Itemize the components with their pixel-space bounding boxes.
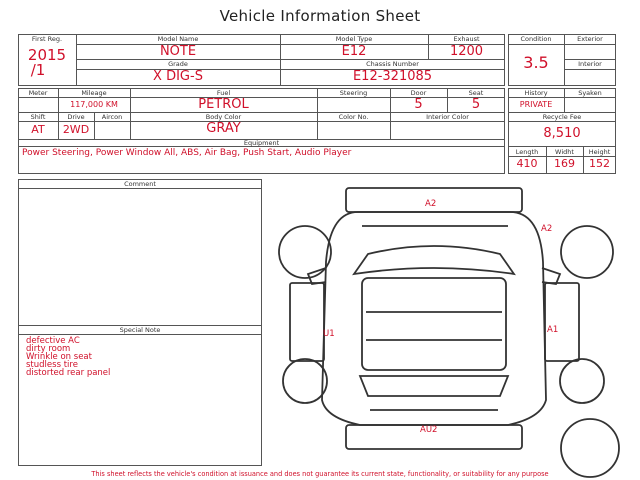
interior-label: Interior xyxy=(578,60,602,68)
wheel-front-left xyxy=(279,226,331,278)
disclaimer-footer: This sheet reflects the vehicle's condition at issuance and does not guarantee its current state, functionality, or suitability for any purpose xyxy=(91,470,549,478)
model-name-label: Model Name xyxy=(157,35,199,43)
chassis-label: Chassis Number xyxy=(366,60,419,68)
spare-tire xyxy=(561,419,619,477)
exhaust-value: 1200 xyxy=(449,44,484,59)
equipment-label: Equipment xyxy=(243,139,280,147)
drive-value: 2WD xyxy=(62,123,90,136)
height-label: Height xyxy=(588,148,611,156)
right-door-panel xyxy=(545,283,579,361)
special-note-item: studless tire xyxy=(26,360,78,370)
height-value: 152 xyxy=(589,157,610,170)
left-door-panel xyxy=(290,283,324,361)
special-note-item: defective AC xyxy=(26,336,80,346)
body-color-label: Body Color xyxy=(205,113,242,121)
shift-label: Shift xyxy=(30,113,46,121)
wheel-rear-right xyxy=(560,359,604,403)
recycle-fee-label: Recycle Fee xyxy=(542,113,582,121)
damage-mark-front: A2 xyxy=(425,199,437,209)
mileage-value: 117,000 KM xyxy=(70,100,118,109)
model-type-label: Model Type xyxy=(335,35,373,43)
special-note-item: Wrinkle on seat xyxy=(26,352,92,362)
first-reg-month: /1 xyxy=(30,61,46,79)
recycle-fee-value: 8,510 xyxy=(543,126,581,141)
history-label: History xyxy=(524,89,548,97)
history-value: PRIVATE xyxy=(519,100,553,109)
damage-mark-left-side: U1 xyxy=(323,329,335,339)
windshield xyxy=(354,246,514,274)
grade-value: X DIG-S xyxy=(153,69,203,84)
shift-value: AT xyxy=(31,123,45,136)
wheel-front-right xyxy=(561,226,613,278)
seat-label: Seat xyxy=(468,89,484,97)
rear-window xyxy=(360,376,508,396)
width-label: Widht xyxy=(555,148,574,156)
seat-value: 5 xyxy=(471,97,481,112)
first-reg-label: First Reg. xyxy=(31,35,63,43)
damage-mark-front-right: A2 xyxy=(541,224,553,234)
special-note-label: Special Note xyxy=(119,326,161,334)
car-body-outline xyxy=(322,212,546,425)
door-value: 5 xyxy=(414,97,423,112)
exhaust-label: Exhaust xyxy=(453,35,480,43)
fuel-value: PETROL xyxy=(198,97,249,112)
wheel-rear-left xyxy=(283,359,327,403)
damage-mark-rear: AU2 xyxy=(420,425,438,435)
damage-mark-right-side: A1 xyxy=(547,325,559,335)
first-reg-year: 2015 xyxy=(27,46,67,64)
model-name-value: NOTE xyxy=(159,44,197,59)
syaken-label: Syaken xyxy=(578,89,602,97)
steering-label: Steering xyxy=(339,89,368,97)
chassis-value: E12-321085 xyxy=(352,69,433,84)
special-note-item: dirty room xyxy=(26,344,71,354)
mileage-label: Mileage xyxy=(81,89,107,97)
equipment-value: Power Steering, Power Window All, ABS, Air Bag, Push Start, Audio Player xyxy=(22,148,352,158)
model-type-value: E12 xyxy=(341,44,367,59)
meter-label: Meter xyxy=(28,89,48,97)
roof xyxy=(362,278,506,370)
body-color-value: GRAY xyxy=(206,121,241,136)
sheet-title: Vehicle Information Sheet xyxy=(219,7,421,25)
color-no-label: Color No. xyxy=(338,113,369,121)
condition-score: 3.5 xyxy=(523,53,549,72)
fuel-label: Fuel xyxy=(216,89,231,97)
drive-label: Drive xyxy=(67,113,85,121)
grade-label: Grade xyxy=(168,60,188,68)
door-label: Door xyxy=(410,89,427,97)
comment-label: Comment xyxy=(124,180,156,188)
condition-label: Condition xyxy=(520,35,552,43)
special-note-item: distorted rear panel xyxy=(26,368,111,378)
exterior-label: Exterior xyxy=(577,35,603,43)
length-label: Length xyxy=(515,148,539,156)
width-value: 169 xyxy=(554,157,575,170)
length-value: 410 xyxy=(516,157,538,170)
aircon-label: Aircon xyxy=(101,113,123,121)
interior-color-label: Interior Color xyxy=(426,113,469,121)
